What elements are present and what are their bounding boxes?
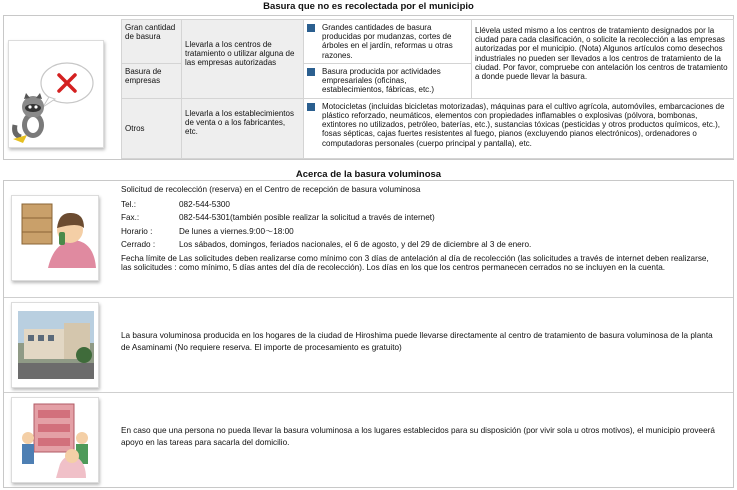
- info-label: Fecha límite de las solicitudes :: [121, 253, 177, 273]
- collection-support-text: En caso que una persona no pueda llevar la basura voluminosa a los lugares establecidos para su disposición (por vivir sola u otros motivos), el municipio proveerá apoyo en las tareas para sacarla del domicilio.: [121, 426, 715, 447]
- reservation-heading: Solicitud de recolección (reserva) en el Centro de recepción de basura voluminosa: [121, 185, 421, 194]
- info-label: Fax.:: [121, 213, 140, 223]
- section1-title: Basura que no es recolectada por el municipio: [263, 1, 474, 12]
- phone-number: 082-544-5300: [179, 200, 230, 209]
- info-row: [121, 211, 726, 224]
- description-cell: Motocicletas (incluidas bicicletas motorizadas), máquinas para el cultivo agrícola, automóviles, embarcaciones de plástico reforzado, neumáticos, elementos con propiedades inflamables o explosivas (pólvora, bombonas, extintores no utilizados, petróleo, baterías, etc.), sustancias tóxicas (pesticidas y otros productos químicos, etc.), fosas sépticas, cajas fuertes resistentes al fuego, pianos (excluyendo pianos electrónicos), ordenadores o computadoras personales (cuerpo principal y pantalla), etc.: [304, 98, 734, 158]
- square-bullet-icon: [307, 24, 315, 32]
- raccoon-with-cross-icon: [8, 40, 104, 148]
- square-bullet-icon: [307, 68, 315, 76]
- description-cell: Grandes cantidades de basura producidas por mudanzas, cortes de árboles en el jardín, reformas u otras razones.: [304, 20, 472, 64]
- method-cell: Llevarla a los centros de tratamiento o utilizar alguna de las empresas autorizadas: [182, 20, 304, 99]
- closed-days-value: Los sábados, domingos, feriados nacionales, el 6 de agosto, y del 29 de diciembre al 3 de enero.: [179, 240, 532, 250]
- info-label: Horario :: [121, 226, 153, 236]
- bulky-waste-section: [3, 180, 734, 488]
- direct-drop-off-row: [4, 298, 733, 393]
- section2-title: Acerca de la basura voluminosa: [295, 169, 442, 180]
- description-cell: Basura producida por actividades empresariales (oficinas, establecimientos, fábricas, etc.): [304, 63, 472, 98]
- info-row: [121, 238, 726, 251]
- info-row: [121, 252, 726, 275]
- hours-value: De lunes a viernes.9:00〜18:00: [179, 226, 294, 236]
- method-cell: Llevarla a los establecimientos de venta o a los fabricantes, etc.: [182, 98, 304, 158]
- fax-number: 082-544-5301(también posible realizar la solicitud a través de internet): [179, 213, 435, 223]
- deadline-value: Las solicitudes deben realizarse como mínimo con 3 días de antelación al día de recolección (las solicitudes a través de internet deben realizarse, como mínimo, 5 días antes del día de recolección). Los días en los que los centros permanecen cerrados no se incluyen en la cuenta.: [179, 253, 709, 273]
- category-cell: Otros: [122, 98, 182, 158]
- note-cell: Llévela usted mismo a los centros de tratamiento designados por la ciudad para cada clasificación, o solicite la recolección a las empresas autorizadas por el municipio. (Nota) Algunos artículos como desechos industriales no pueden ser llevados a los centros de tratamiento de la ciudad. Por favor, compruebe con antelación los centros de tratamiento a donde puede llevar la basura.: [472, 20, 734, 99]
- carrying-furniture-icon: [11, 397, 99, 483]
- direct-drop-off-text: La basura voluminosa producida en los hogares de la ciudad de Hiroshima puede llevarse directamente al centro de tratamiento de basura voluminosa de la planta de Asaminami (No requiere reserva. El importe de procesamiento es gratuito): [121, 331, 713, 352]
- info-label: Cerrado :: [121, 240, 156, 250]
- uncollected-waste-table: [121, 19, 734, 159]
- square-bullet-icon: [307, 103, 315, 111]
- info-row: [121, 225, 726, 238]
- info-row: [121, 198, 726, 211]
- person-phone-icon: [11, 195, 99, 281]
- uncollected-waste-section: [3, 15, 734, 160]
- collection-support-row: [4, 393, 733, 488]
- category-cell: Gran cantidad de basura: [122, 20, 182, 64]
- treatment-plant-photo-icon: [11, 302, 99, 388]
- category-cell: Basura de empresas: [122, 63, 182, 98]
- reservation-row: [4, 181, 733, 298]
- info-label: Tel.:: [121, 200, 137, 209]
- reservation-info-table: [121, 198, 726, 275]
